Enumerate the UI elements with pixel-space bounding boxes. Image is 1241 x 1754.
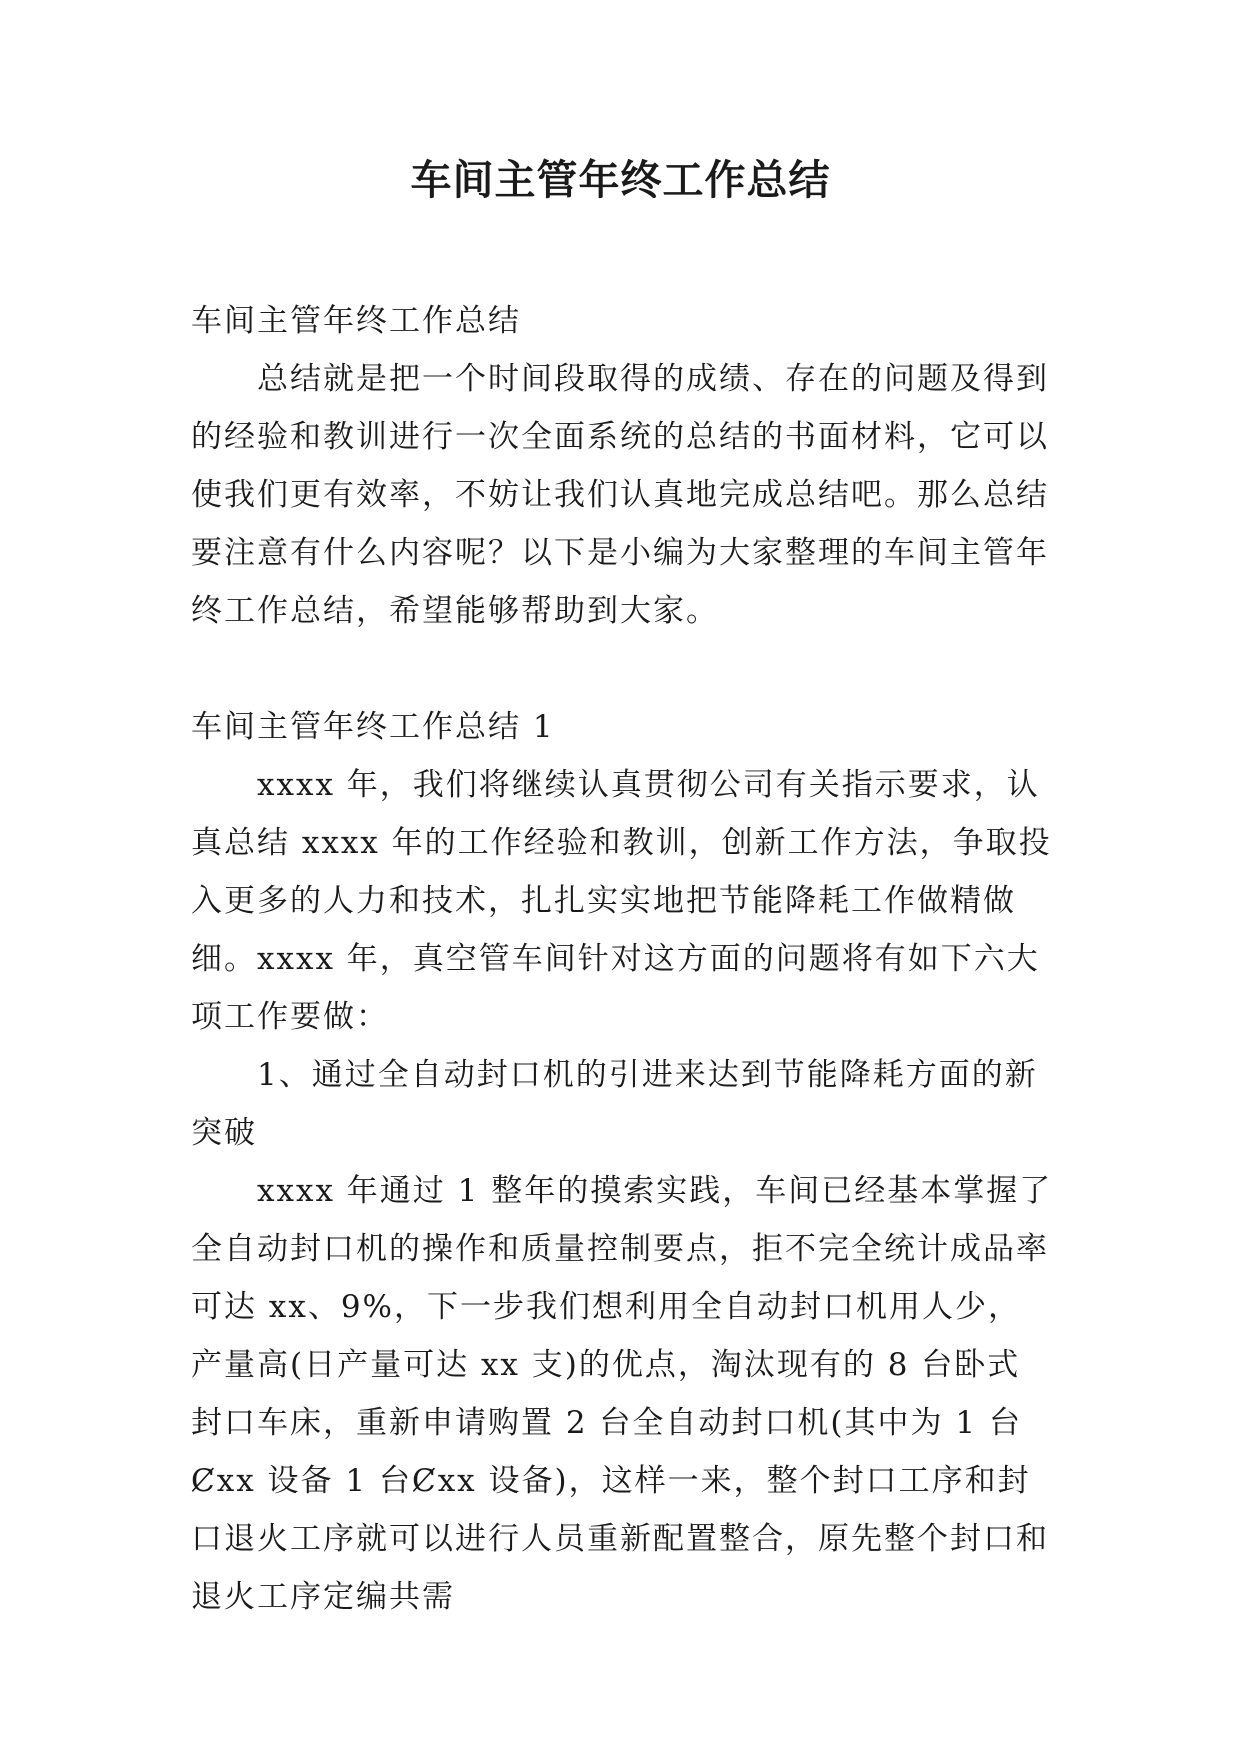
document-body: [191, 292, 1053, 1626]
section-heading-1: 车间主管年终工作总结 1: [191, 709, 555, 745]
intro-heading: 车间主管年终工作总结: [191, 303, 521, 339]
document-title: 车间主管年终工作总结: [410, 156, 831, 204]
section-1-item-1-title: 1、通过全自动封口机的引进来达到节能降耗方面的新突破: [191, 1057, 1038, 1151]
section-1-paragraph-1: xxxx 年，我们将继续认真贯彻公司有关指示要求，认真总结 xxxx 年的工作经验和教训，创新工作方法，争取投入更多的人力和技术，扎扎实实地把节能降耗工作做精做细。xxxx 年，真空管车间针对这方面的问题将有如下六大项工作要做：: [191, 767, 1052, 1035]
section-spacer: [191, 640, 1053, 698]
intro-paragraph: 总结就是把一个时间段取得的成绩、存在的问题及得到的经验和教训进行一次全面系统的总结的书面材料，它可以使我们更有效率，不妨让我们认真地完成总结吧。那么总结要注意有什么内容呢？以下是小编为大家整理的车间主管年终工作总结，希望能够帮助到大家。: [191, 361, 1049, 629]
section-1-paragraph-2: xxxx 年通过 1 整年的摸索实践，车间已经基本掌握了全自动封口机的操作和质量控制要点，拒不完全统计成品率可达 xx、9%，下一步我们想利用全自动封口机用人少，产量高(日产量可达 xx 支)的优点，淘汰现有的 8 台卧式封口车床，重新申请购置 2 台全自动封口机(其中为 1 台Ȼxx 设备 1 台Ȼxx 设备)，这样一来，整个封口工序和封口退火工序就可以进行人员重新配置整合，原先整个封口和退火工序定编共需: [191, 1173, 1053, 1615]
